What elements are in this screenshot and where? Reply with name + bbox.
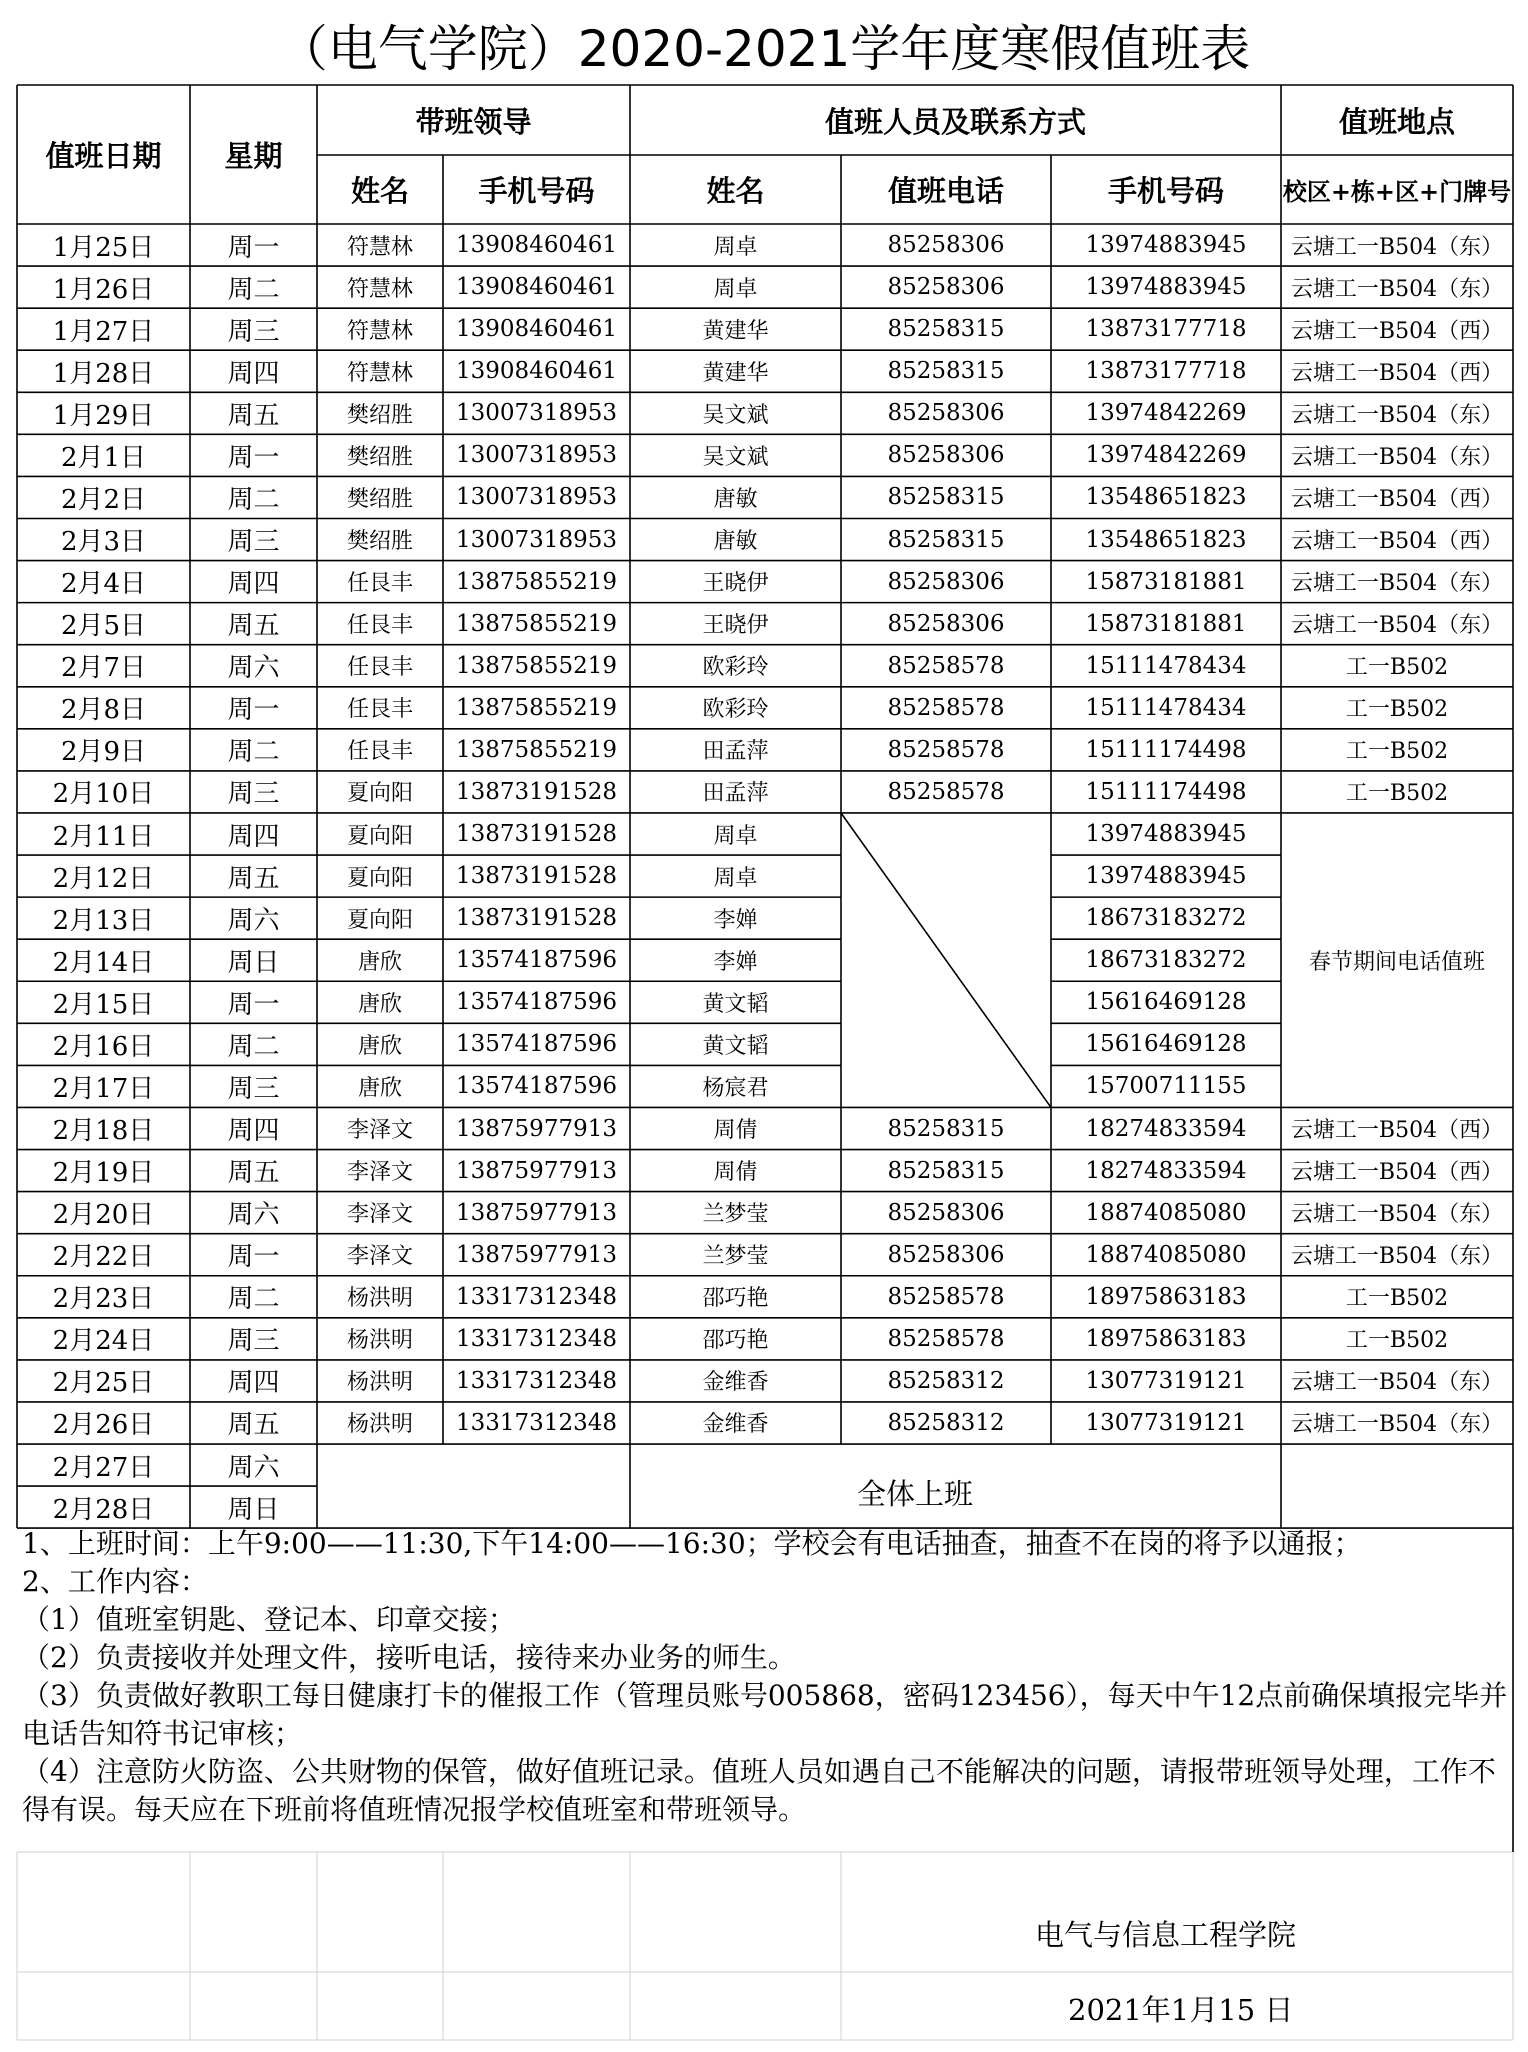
- cell-staff: 周倩: [713, 1118, 758, 1143]
- cell-duty-phone: 85258306: [887, 274, 1005, 301]
- cell-leader: 任艮丰: [346, 571, 413, 597]
- cell-staff: 王晓伊: [702, 613, 769, 639]
- cell-weekday: 周二: [227, 737, 280, 768]
- cell-duty-phone: 85258315: [887, 358, 1005, 385]
- cell-leader-mobile: 13574187596: [456, 1073, 617, 1100]
- cell-weekday: 周六: [227, 905, 280, 936]
- cell-leader-mobile: 13875855219: [456, 568, 617, 595]
- cell-location: 云塘工一B504（东）: [1290, 571, 1504, 597]
- cell-location: 云塘工一B504（西）: [1290, 360, 1504, 386]
- cell-weekday: 周二: [227, 274, 280, 305]
- cell-leader-mobile: 13875977913: [456, 1199, 617, 1226]
- cell-staff-mobile: 13873177718: [1085, 316, 1247, 343]
- cell-weekday: 周六: [227, 1200, 280, 1231]
- cell-weekday: 周一: [227, 695, 280, 726]
- cell-location: 云塘工一B504（东）: [1290, 402, 1504, 428]
- cell-location: 工一B502: [1345, 697, 1449, 723]
- cell-location: 云塘工一B504（东）: [1290, 1244, 1504, 1270]
- cell-date: 2月7日: [60, 653, 147, 684]
- cell-date: 2月20日: [52, 1200, 155, 1231]
- cell-weekday: 周二: [227, 484, 280, 515]
- cell-location: 云塘工一B504（西）: [1290, 486, 1504, 512]
- cell-weekday: 周一: [227, 442, 280, 473]
- cell-date: 2月25日: [52, 1368, 155, 1399]
- note-line: 2、工作内容：: [22, 1565, 208, 1598]
- cell-staff-mobile: 13974883945: [1085, 274, 1247, 301]
- cell-date: 1月29日: [52, 400, 155, 431]
- header-leader-group: 带班领导: [415, 104, 532, 139]
- cell-location: 云塘工一B504（东）: [1290, 234, 1504, 260]
- header-staff-name: 姓名: [706, 174, 765, 208]
- cell-staff-mobile: 18975863183: [1085, 1283, 1247, 1310]
- cell-date: 2月8日: [60, 695, 147, 726]
- cell-staff-mobile: 13974842269: [1085, 442, 1247, 469]
- cell-staff-mobile: 13548651823: [1085, 484, 1247, 511]
- spring-festival-note: 春节期间电话值班: [1308, 949, 1485, 975]
- cell-leader: 唐欣: [357, 949, 402, 975]
- cell-leader-mobile: 13317312348: [456, 1283, 617, 1310]
- cell-leader: 李泽文: [346, 1118, 413, 1143]
- cell-leader: 李泽文: [346, 1160, 413, 1186]
- cell-staff: 黄建华: [702, 318, 769, 344]
- cell-leader-mobile: 13007318953: [456, 442, 617, 469]
- cell-weekday: 周六: [227, 1452, 280, 1483]
- cell-leader-mobile: 13908460461: [456, 232, 617, 259]
- note-line: 1、上班时间：上午9:00——11:30,下午14:00——16:30；学校会有电话抽查，抽查不在岗的将予以通报；: [22, 1527, 1362, 1560]
- cell-date: 2月5日: [60, 611, 147, 642]
- cell-weekday: 周三: [227, 1073, 280, 1104]
- cell-location: 云塘工一B504（西）: [1290, 318, 1504, 344]
- cell-leader-mobile: 13317312348: [456, 1409, 617, 1436]
- cell-date: 1月25日: [52, 232, 155, 263]
- cell-leader: 杨洪明: [346, 1286, 413, 1312]
- cell-duty-phone: 85258306: [887, 1199, 1005, 1226]
- cell-date: 2月14日: [52, 947, 155, 978]
- cell-staff: 李婵: [713, 949, 758, 975]
- cell-staff: 唐敏: [713, 486, 758, 512]
- cell-staff-mobile: 18274833594: [1085, 1115, 1247, 1142]
- cell-location: 工一B502: [1345, 739, 1449, 765]
- cell-date: 2月24日: [52, 1326, 155, 1357]
- cell-leader: 夏向阳: [346, 907, 413, 933]
- cell-staff: 黄文韬: [702, 991, 769, 1017]
- cell-leader: 唐欣: [357, 991, 402, 1017]
- cell-staff: 黄文韬: [702, 1033, 769, 1059]
- cell-leader-mobile: 13875855219: [456, 610, 617, 637]
- header-location-group: 值班地点: [1338, 104, 1455, 139]
- cell-weekday: 周六: [227, 653, 280, 684]
- cell-weekday: 周五: [227, 1410, 280, 1441]
- cell-staff-mobile: 13873177718: [1085, 358, 1247, 385]
- cell-location: 工一B502: [1345, 655, 1449, 681]
- cell-staff-mobile: 13077319121: [1085, 1409, 1247, 1436]
- header-leader-mobile: 手机号码: [478, 174, 595, 208]
- cell-staff-mobile: 15873181881: [1085, 610, 1247, 637]
- cell-duty-phone: 85258578: [887, 778, 1005, 805]
- cell-weekday: 周四: [227, 1368, 280, 1399]
- cell-date: 2月28日: [52, 1494, 155, 1525]
- cell-weekday: 周一: [227, 1242, 280, 1273]
- cell-date: 1月28日: [52, 358, 155, 389]
- cell-location: 云塘工一B504（东）: [1290, 1412, 1504, 1438]
- cell-weekday: 周一: [227, 989, 280, 1020]
- cell-staff: 唐敏: [713, 529, 758, 555]
- cell-location: 云塘工一B504（东）: [1290, 276, 1504, 302]
- cell-weekday: 周四: [227, 358, 280, 389]
- cell-leader-mobile: 13875977913: [456, 1241, 617, 1268]
- cell-leader: 任艮丰: [346, 697, 413, 723]
- cell-staff-mobile: 15111174498: [1085, 736, 1247, 763]
- cell-duty-phone: 85258578: [887, 736, 1005, 763]
- cell-date: 2月10日: [52, 779, 155, 810]
- cell-duty-phone: 85258306: [887, 1241, 1005, 1268]
- signature-date: 2021年1月15 日: [1068, 1993, 1294, 2027]
- cell-staff: 邵巧艳: [702, 1328, 769, 1354]
- cell-staff-mobile: 18874085080: [1085, 1199, 1247, 1226]
- cell-duty-phone: 85258315: [887, 316, 1005, 343]
- cell-staff-mobile: 15111174498: [1085, 778, 1247, 805]
- cell-date: 2月16日: [52, 1031, 155, 1062]
- cell-leader: 任艮丰: [346, 739, 413, 765]
- cell-location: 工一B502: [1345, 1328, 1449, 1354]
- cell-date: 2月26日: [52, 1410, 155, 1441]
- cell-duty-phone: 85258315: [887, 484, 1005, 511]
- cell-leader: 唐欣: [357, 1075, 402, 1101]
- note-line: （1）值班室钥匙、登记本、印章交接；: [22, 1603, 516, 1636]
- cell-staff-mobile: 18673183272: [1085, 905, 1247, 932]
- cell-leader-mobile: 13875977913: [456, 1157, 617, 1184]
- cell-date: 1月26日: [52, 274, 155, 305]
- cell-leader-mobile: 13574187596: [456, 989, 617, 1016]
- cell-date: 2月22日: [52, 1242, 155, 1273]
- cell-date: 2月13日: [52, 905, 155, 936]
- cell-leader: 杨洪明: [346, 1328, 413, 1354]
- cell-date: 2月3日: [60, 527, 147, 558]
- cell-leader-mobile: 13873191528: [456, 863, 617, 890]
- cell-leader: 杨洪明: [346, 1412, 413, 1438]
- cell-date: 2月15日: [52, 989, 155, 1020]
- cell-staff: 黄建华: [702, 360, 769, 386]
- cell-weekday: 周五: [227, 611, 280, 642]
- cell-staff: 田孟萍: [702, 739, 769, 765]
- cell-date: 2月11日: [52, 821, 155, 852]
- cell-leader-mobile: 13007318953: [456, 400, 617, 427]
- cell-staff: 吴文斌: [702, 402, 769, 428]
- cell-leader: 夏向阳: [346, 781, 413, 807]
- cell-staff: 周倩: [713, 1160, 758, 1186]
- cell-weekday: 周四: [227, 569, 280, 600]
- cell-leader: 任艮丰: [346, 613, 413, 639]
- cell-location: 云塘工一B504（东）: [1290, 613, 1504, 639]
- cell-staff: 李婵: [713, 907, 758, 933]
- cell-leader-mobile: 13574187596: [456, 1031, 617, 1058]
- cell-leader-mobile: 13908460461: [456, 316, 617, 343]
- cell-leader-mobile: 13875855219: [456, 694, 617, 721]
- cell-weekday: 周二: [227, 1031, 280, 1062]
- cell-staff-mobile: 15111478434: [1085, 652, 1247, 679]
- cell-leader: 李泽文: [346, 1202, 413, 1228]
- cell-date: 2月4日: [60, 569, 147, 600]
- header-duty-phone: 值班电话: [887, 174, 1004, 208]
- cell-duty-phone: 85258306: [887, 568, 1005, 595]
- cell-staff-mobile: 13077319121: [1085, 1367, 1247, 1394]
- cell-staff: 周卓: [713, 234, 758, 260]
- cell-date: 2月9日: [60, 737, 147, 768]
- cell-location: 工一B502: [1345, 1286, 1449, 1312]
- cell-weekday: 周五: [227, 863, 280, 894]
- cell-location: 工一B502: [1345, 781, 1449, 807]
- cell-leader-mobile: 13317312348: [456, 1367, 617, 1394]
- header-weekday: 星期: [224, 139, 283, 173]
- diagonal-slash-line: [841, 813, 1051, 1107]
- cell-staff: 田孟萍: [702, 781, 769, 807]
- cell-staff: 周卓: [713, 823, 758, 849]
- cell-staff-mobile: 18874085080: [1085, 1241, 1247, 1268]
- cell-leader: 樊绍胜: [346, 444, 413, 470]
- cell-date: 2月18日: [52, 1116, 155, 1146]
- cell-staff-mobile: 15616469128: [1085, 989, 1247, 1016]
- cell-duty-phone: 85258315: [887, 526, 1005, 553]
- cell-staff: 兰梦莹: [702, 1244, 769, 1270]
- cell-staff: 邵巧艳: [702, 1286, 769, 1312]
- cell-staff: 金维香: [702, 1370, 769, 1396]
- cell-leader-mobile: 13875855219: [456, 736, 617, 763]
- cell-weekday: 周四: [227, 821, 280, 852]
- cell-leader-mobile: 13007318953: [456, 484, 617, 511]
- cell-date: 2月23日: [52, 1284, 155, 1315]
- cell-weekday: 周三: [227, 1326, 280, 1357]
- cell-leader: 李泽文: [346, 1244, 413, 1270]
- cell-date: 2月27日: [52, 1452, 155, 1483]
- cell-staff-mobile: 15873181881: [1085, 568, 1247, 595]
- cell-staff-mobile: 18975863183: [1085, 1325, 1247, 1352]
- cell-leader-mobile: 13873191528: [456, 778, 617, 805]
- cell-weekday: 周三: [227, 527, 280, 558]
- cell-staff: 欧彩玲: [702, 655, 769, 681]
- cell-location: 云塘工一B504（西）: [1290, 1118, 1504, 1143]
- note-line: （3）负责做好教职工每日健康打卡的催报工作（管理员账号005868，密码123456），每天中午12点前确保填报完毕并电话告知符书记审核；: [22, 1679, 1508, 1750]
- cell-duty-phone: 85258312: [887, 1409, 1005, 1436]
- cell-leader: 符慧林: [346, 360, 413, 386]
- cell-weekday: 周五: [227, 400, 280, 431]
- cell-leader: 任艮丰: [346, 655, 413, 681]
- cell-duty-phone: 85258315: [887, 1157, 1005, 1184]
- cell-duty-phone: 85258578: [887, 1283, 1005, 1310]
- cell-staff-mobile: 18274833594: [1085, 1157, 1247, 1184]
- cell-leader-mobile: 13875977913: [456, 1115, 617, 1142]
- cell-leader-mobile: 13574187596: [456, 947, 617, 974]
- cell-leader: 符慧林: [346, 318, 413, 344]
- cell-weekday: 周四: [227, 1116, 280, 1146]
- cell-leader-mobile: 13007318953: [456, 526, 617, 553]
- cell-leader-mobile: 13317312348: [456, 1325, 617, 1352]
- cell-date: 2月17日: [52, 1073, 155, 1104]
- signature-org: 电气与信息工程学院: [1035, 1918, 1297, 1952]
- cell-weekday: 周日: [227, 1494, 280, 1525]
- cell-staff-mobile: 18673183272: [1085, 947, 1247, 974]
- cell-leader: 唐欣: [357, 1033, 402, 1059]
- cell-location: 云塘工一B504（东）: [1290, 1370, 1504, 1396]
- cell-leader-mobile: 13875855219: [456, 652, 617, 679]
- cell-weekday: 周五: [227, 1158, 280, 1189]
- cell-staff: 吴文斌: [702, 444, 769, 470]
- cell-date: 1月27日: [52, 316, 155, 347]
- cell-leader: 符慧林: [346, 276, 413, 302]
- cell-weekday: 周一: [227, 232, 280, 263]
- cell-duty-phone: 85258306: [887, 610, 1005, 637]
- cell-duty-phone: 85258306: [887, 400, 1005, 427]
- cell-date: 2月2日: [60, 484, 147, 515]
- cell-leader-mobile: 13873191528: [456, 905, 617, 932]
- cell-date: 2月12日: [52, 863, 155, 894]
- cell-date: 2月19日: [52, 1158, 155, 1189]
- cell-staff-mobile: 13974883945: [1085, 232, 1247, 259]
- page-title: （电气学院）2020-2021学年度寒假值班表: [277, 20, 1251, 78]
- cell-duty-phone: 85258306: [887, 442, 1005, 469]
- cell-leader-mobile: 13908460461: [456, 274, 617, 301]
- cell-location: 云塘工一B504（东）: [1290, 1202, 1504, 1228]
- cell-leader-mobile: 13908460461: [456, 358, 617, 385]
- cell-staff: 王晓伊: [702, 571, 769, 597]
- cell-duty-phone: 85258312: [887, 1367, 1005, 1394]
- cell-location: 云塘工一B504（东）: [1290, 444, 1504, 470]
- cell-staff: 周卓: [713, 276, 758, 302]
- note-line: （4）注意防火防盗、公共财物的保管，做好值班记录。值班人员如遇自己不能解决的问题，请报带班领导处理，工作不得有误。每天应在下班前将值班情况报学校值班室和带班领导。: [22, 1755, 1496, 1826]
- cell-staff: 金维香: [702, 1412, 769, 1438]
- cell-leader: 杨洪明: [346, 1370, 413, 1396]
- header-location-detail: 校区+栋+区+门牌号: [1282, 177, 1512, 206]
- cell-weekday: 周三: [227, 316, 280, 347]
- cell-staff-mobile: 15111478434: [1085, 694, 1247, 721]
- cell-staff: 欧彩玲: [702, 697, 769, 723]
- cell-duty-phone: 85258578: [887, 1325, 1005, 1352]
- cell-duty-phone: 85258578: [887, 652, 1005, 679]
- cell-weekday: 周三: [227, 779, 280, 810]
- cell-leader: 樊绍胜: [346, 529, 413, 555]
- cell-leader: 樊绍胜: [346, 486, 413, 512]
- notes-section: [22, 1525, 1512, 1829]
- cell-staff: 周卓: [713, 865, 758, 891]
- cell-staff: 兰梦莹: [702, 1202, 769, 1228]
- cell-leader: 夏向阳: [346, 823, 413, 849]
- cell-duty-phone: 85258306: [887, 232, 1005, 259]
- cell-staff-mobile: 13974883945: [1085, 863, 1247, 890]
- header-date: 值班日期: [45, 139, 162, 173]
- cell-duty-phone: 85258578: [887, 694, 1005, 721]
- cell-location: 云塘工一B504（西）: [1290, 529, 1504, 555]
- cell-staff-mobile: 15700711155: [1085, 1073, 1247, 1100]
- cell-weekday: 周日: [227, 947, 280, 978]
- cell-leader: 樊绍胜: [346, 402, 413, 428]
- cell-leader: 夏向阳: [346, 865, 413, 891]
- cell-staff-mobile: 13974883945: [1085, 821, 1247, 847]
- cell-weekday: 周二: [227, 1284, 280, 1315]
- header-staff-mobile: 手机号码: [1107, 174, 1224, 208]
- cell-staff-mobile: 13974842269: [1085, 400, 1247, 427]
- cell-duty-phone: 85258315: [887, 1115, 1005, 1142]
- cell-leader-mobile: 13873191528: [456, 821, 617, 847]
- header-leader-name: 姓名: [350, 174, 409, 208]
- header-staff-group: 值班人员及联系方式: [824, 104, 1086, 139]
- cell-staff-mobile: 15616469128: [1085, 1031, 1247, 1058]
- cell-leader: 符慧林: [346, 234, 413, 260]
- all-on-duty-label: 全体上班: [856, 1476, 973, 1511]
- cell-staff: 杨宸君: [702, 1075, 769, 1101]
- note-line: （2）负责接收并处理文件，接听电话，接待来办业务的师生。: [22, 1641, 796, 1674]
- cell-staff-mobile: 13548651823: [1085, 526, 1247, 553]
- cell-location: 云塘工一B504（西）: [1290, 1160, 1504, 1186]
- cell-date: 2月1日: [60, 442, 147, 473]
